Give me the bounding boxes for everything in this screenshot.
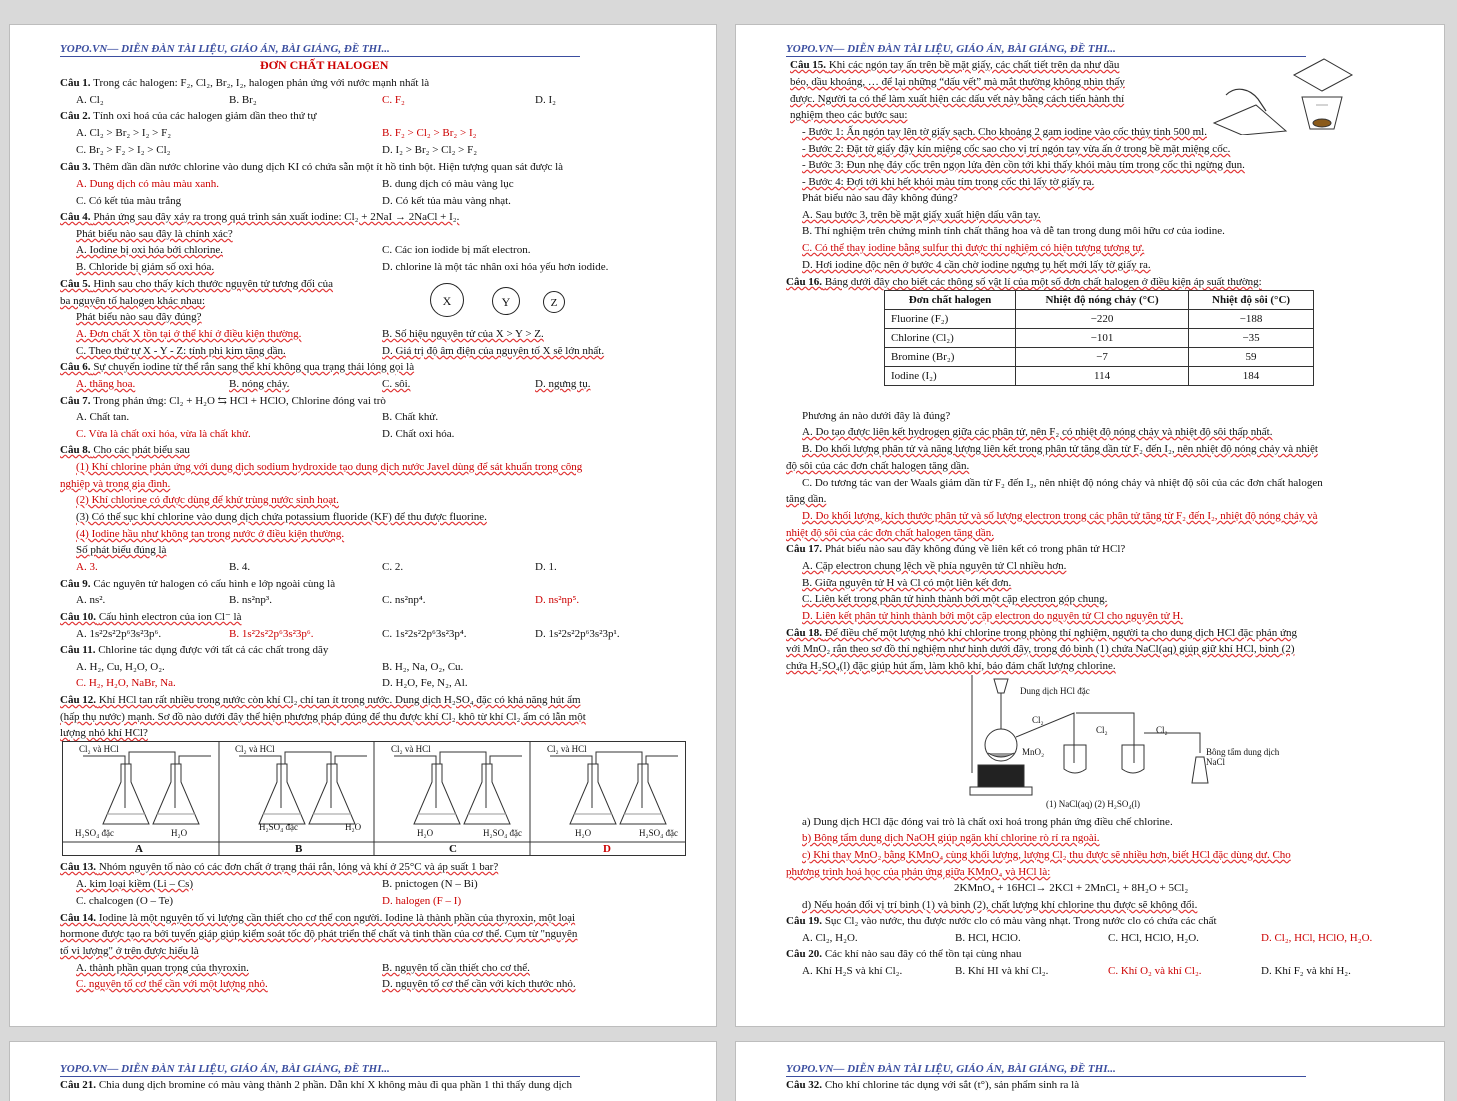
q1-opt-b[interactable]: B. Br₂ [229, 94, 257, 106]
q1-text: Câu 1. Trong các halogen: F₂, Cl₂, Br₂, I₂, halogen phản ứng với nước mạnh nhất là [60, 77, 430, 89]
q17-opt-b[interactable]: B. Giữa nguyên tử H và Cl có một liên kết đơn. [802, 577, 1012, 589]
q18-stmt-a[interactable]: a) Dung dịch HCl đặc đóng vai trò là chất oxi hoá trong phản ứng điều chế chlorine. [802, 816, 1173, 828]
q18-cotton-label: Bông tẩm dung dịch NaCl [1206, 747, 1280, 767]
q12-a-flask2-label: H₂O [171, 828, 188, 838]
q6-text: Câu 6. Sự chuyển iodine từ thể rắn sang thể khí không qua trạng thái lỏng gọi là [60, 361, 415, 373]
q19-opt-a[interactable]: A. Cl₂, H₂O. [802, 932, 858, 944]
q16-opt-c[interactable]: C. Do tương tác van der Waals giảm dần từ F₂ đến I₂, nên nhiệt độ nóng chảy và nhiệt độ sôi của các đơn chất halogen [802, 477, 1323, 489]
q15-opt-d[interactable]: D. Hơi iodine độc nên ở bước 4 cần chờ iodine ngưng tụ hết mới lấy tờ giấy ra. [802, 259, 1151, 271]
q7-opt-a[interactable]: A. Chất tan. [76, 411, 130, 423]
table-cell: −35 [1189, 329, 1314, 348]
q10-opt-a[interactable]: A. 1s²2s²2p⁶3s²3p⁶. [76, 628, 162, 640]
q8-s1: (1) Khí chlorine phản ứng với dung dịch sodium hydroxide tạo dung dịch nước Javel dùng để sát khuẩn trong công [76, 461, 583, 473]
q12-c-flask2-label: H₂SO₄ đặc [483, 828, 523, 838]
q12-b-inlet-label: Cl₂ và HCl [235, 744, 275, 754]
page-1 [9, 24, 717, 1027]
q18-text3: chứa H₂SO₄(l) đặc giúp hút ẩm, làm khô khí, bảo đảm chất lượng chlorine. [786, 660, 1116, 672]
q5-text: Câu 5. Hình sau cho thấy kích thước nguyên tử tương đối của [60, 278, 334, 290]
q14-opt-d[interactable]: D. nguyên tố cơ thể cần với kích thước nhỏ. [382, 978, 576, 990]
q6-opt-a[interactable]: A. thăng hoa. [76, 378, 136, 390]
q8-prompt: Số phát biểu đúng là [76, 544, 167, 556]
q12-opt-b[interactable]: B [295, 843, 303, 855]
q13-opt-c[interactable]: C. chalcogen (O – Te) [76, 895, 174, 907]
q12-d-inlet-label: Cl₂ và HCl [547, 744, 587, 754]
q19-opt-d[interactable]: D. Cl₂, HCl, HClO, H₂O. [1261, 932, 1373, 944]
q15-prompt: Phát biểu nào sau đây không đúng? [802, 192, 958, 204]
q8-opt-c[interactable]: C. 2. [382, 561, 404, 573]
table-cell: −101 [1016, 329, 1189, 348]
q18-cl2-label-3: Cl₂ [1156, 725, 1168, 735]
q3-text: Câu 3. Thêm dần dần nước chlorine vào dung dịch KI có chứa sẵn một ít hồ tinh bột. Hiện tượng quan sát được là [60, 161, 564, 173]
q18-bottle-labels: (1) NaCl(aq) (2) H₂SO₄(l) [1046, 799, 1140, 809]
q7-text: Câu 7. Trong phản ứng: Cl₂ + H₂O ⇆ HCl + HClO, Chlorine đóng vai trò [60, 395, 386, 407]
q3-opt-c[interactable]: C. Có kết tủa màu trắng [76, 195, 182, 207]
q13-opt-a[interactable]: A. kim loại kiềm (Li – Cs) [76, 878, 194, 890]
table-cell: −188 [1189, 310, 1314, 329]
q5-opt-b[interactable]: B. Số hiệu nguyên tử của X > Y > Z. [382, 328, 544, 340]
q5-opt-a[interactable]: A. Đơn chất X tồn tại ở thể khí ở điều kiện thường. [76, 328, 302, 340]
q5-opt-d[interactable]: D. Giá trị độ âm điện của nguyên tố X sẽ lớn nhất. [382, 345, 605, 357]
table-cell: Fluorine (F₂) [885, 310, 1016, 329]
q15-text3: được. Người ta có thể làm xuất hiện các dấu vết này bằng cách tiến hành thí [790, 93, 1125, 105]
table-row [885, 310, 1314, 329]
q9-opt-a[interactable]: A. ns². [76, 594, 106, 606]
q18-mno2-label: MnO₂ [1022, 747, 1045, 757]
q7-opt-d[interactable]: D. Chất oxi hóa. [382, 428, 455, 440]
table-row [885, 348, 1314, 367]
q12-a-inlet-label: Cl₂ và HCl [79, 744, 119, 754]
q15-opt-c[interactable]: C. Có thể thay iodine bằng sulfur thì được thí nghiệm có hiện tượng tương tự. [802, 242, 1145, 254]
q18-text2: với MnO₂ rắn theo sơ đồ thí nghiệm như hình dưới đây, trong đó bình (1) chứa NaCl(aq) giúp giữ khí HCl, bình (2) [786, 643, 1295, 655]
q2-opt-d[interactable]: D. I₂ > Br₂ > Cl₂ > F₂ [382, 144, 478, 156]
q7-opt-b[interactable]: B. Chất khử. [382, 411, 439, 423]
q12-opt-a[interactable]: A [135, 843, 143, 855]
q20-opt-d[interactable]: D. Khí F₂ và khí H₂. [1261, 965, 1351, 977]
q14-text2: hormone được tạo ra bởi tuyến giáp giúp kiểm soát tốc độ phát triển thể chất và tinh thần của cơ thể. Cụm từ "nguyên [60, 928, 578, 940]
q4-text: Câu 4. Phản ứng sau đây xảy ra trong quá trình sản xuất iodine: Cl₂ + 2NaI → 2NaCl + I₂. [60, 211, 460, 223]
q12-text: Câu 12. Khí HCl tan rất nhiều trong nước còn khí Cl₂ chỉ tan ít trong nước. Dung dịch H₂SO₄ đặc có khả năng hút ẩm [60, 694, 581, 706]
q10-text: Câu 10. Cấu hình electron của ion Cl⁻ là [60, 611, 242, 623]
q16-opt-d-cont: nhiệt độ sôi của các đơn chất halogen tăng dần. [786, 527, 995, 539]
q12-text3: lượng nhỏ khí HCl? [60, 727, 148, 739]
q13-opt-d[interactable]: D. halogen (F – I) [382, 895, 462, 907]
q7-opt-c[interactable]: C. Vừa là chất oxi hóa, vừa là chất khử. [76, 428, 251, 440]
page-header: YOPO.VN— DIỄN ĐÀN TÀI LIỆU, GIÁO ÁN, BÀI GIẢNG, ĐỀ THI... [60, 42, 580, 57]
q11-opt-a[interactable]: A. H₂, Cu, H₂O, O₂. [76, 661, 165, 673]
q19-text: Câu 19. Sục Cl₂ vào nước, thu được nước clo có màu vàng nhạt. Trong nước clo có chứa các chất [786, 915, 1217, 927]
q11-text: Câu 11. Chlorine tác dụng được với tất cả các chất trong dãy [60, 644, 329, 656]
atom-x: X [430, 283, 464, 317]
page-4 [735, 1041, 1445, 1101]
q5-opt-c[interactable]: C. Theo thứ tự X - Y - Z: tính phi kim tăng dần. [76, 345, 286, 357]
q20-opt-b[interactable]: B. Khí HI và khí Cl₂. [955, 965, 1049, 977]
q15-step2: - Bước 2: Đặt tờ giấy đậy kín miệng cốc sao cho vị trí ngón tay vừa ấn ở trong bề mặt miệng cốc. [802, 143, 1231, 155]
q16-opt-d[interactable]: D. Do khối lượng, kích thước phân tử và số lượng electron trong các phân tử tăng từ F₂ đến I₂, nhiệt độ nóng chảy và [802, 510, 1318, 522]
q8-text: Câu 8. Cho các phát biểu sau [60, 444, 190, 456]
q16-col-boiling: Nhiệt độ sôi (°C) [1189, 291, 1314, 310]
q12-c-inlet-label: Cl₂ và HCl [391, 744, 431, 754]
q17-opt-d[interactable]: D. Liên kết phân tử hình thành bởi một cặp electron do nguyên tử Cl cho nguyên tử H. [802, 610, 1184, 622]
q15-text: Câu 15. Khi các ngón tay ấn trên bề mặt giấy, các chất tiết trên da như dầu [790, 59, 1120, 71]
q11-opt-d[interactable]: D. H₂O, Fe, N₂, Al. [382, 677, 468, 689]
q14-opt-b[interactable]: B. nguyên tố cần thiết cho cơ thể. [382, 962, 530, 974]
q18-cl2-label-1: Cl₂ [1032, 715, 1044, 725]
q2-opt-c[interactable]: C. Br₂ > F₂ > I₂ > Cl₂ [76, 144, 171, 156]
q12-d-flask2-label: H₂SO₄ đặc [639, 828, 679, 838]
q15-opt-b[interactable]: B. Thí nghiệm trên chứng minh tính chất thăng hoa và dễ tan trong dung môi hữu cơ của iodine. [802, 225, 1225, 237]
q10-opt-b[interactable]: B. 1s²2s²2p⁶3s²3p⁶. [229, 628, 314, 640]
q17-text: Câu 17. Phát biểu nào sau đây không đúng về liên kết có trong phân tử HCl? [786, 543, 1126, 555]
atom-y: Y [492, 287, 520, 315]
q1-opt-d[interactable]: D. I₂ [535, 94, 556, 106]
q18-hcl-label: Dung dịch HCl đặc [1020, 686, 1090, 696]
q16-opt-b[interactable]: B. Do khối lượng phân tử và năng lượng liên kết trong phân tử tăng dần từ F₂ đến I₂, nên nhiệt độ nóng chảy và nhiệt [802, 443, 1318, 455]
q8-opt-b[interactable]: B. 4. [229, 561, 251, 573]
q18-text: Câu 18. Để điều chế một lượng nhỏ khí chlorine trong phòng thí nghiệm, người ta cho dung dịch HCl đặc phản ứng [786, 627, 1298, 639]
q21-text: Câu 21. Chia dung dịch bromine có màu vàng thành 2 phần. Dẫn khí X không màu đi qua phần 1 thì thấy dung dịch [60, 1079, 573, 1091]
q15-text4: nghiệm theo các bước sau: [790, 109, 908, 121]
q4-opt-c[interactable]: C. Các ion iodide bị mất electron. [382, 244, 531, 256]
q18-stmt-d[interactable]: d) Nếu hoán đổi vị trí bình (1) và bình (2), chất lượng khí chlorine thu được sẽ không đổi. [802, 899, 1198, 911]
q4-prompt: Phát biểu nào sau đây là chính xác? [76, 228, 233, 240]
q16-opt-c-cont: tăng dần. [786, 493, 827, 505]
q12-b-flask2-label: H₂O [345, 822, 362, 832]
q12-figure [62, 741, 686, 856]
q10-opt-c[interactable]: C. 1s²2s²2p⁶3s²3p⁴. [382, 628, 467, 640]
q12-c-flask1-label: H₂O [417, 828, 434, 838]
q1-opt-a[interactable]: A. Cl₂ [76, 94, 104, 106]
q16-col-substance: Đơn chất halogen [885, 291, 1016, 310]
q2-text: Câu 2. Tính oxi hoá của các halogen giảm dần theo thứ tự [60, 110, 317, 122]
q3-opt-b[interactable]: B. dung dịch có màu vàng lục [382, 178, 514, 190]
q4-opt-d[interactable]: D. chlorine là một tác nhân oxi hóa yếu hơn iodide. [382, 261, 609, 273]
q3-opt-a[interactable]: A. Dung dịch có màu màu xanh. [76, 178, 219, 190]
q16-table [884, 290, 1314, 386]
table-cell: 114 [1016, 367, 1189, 386]
doc-title: ĐƠN CHẤT HALOGEN [260, 58, 389, 72]
q11-opt-c[interactable]: C. H₂, H₂O, NaBr, Na. [76, 677, 176, 689]
table-cell: Iodine (I₂) [885, 367, 1016, 386]
q16-text: Câu 16. Bảng dưới đây cho biết các thông số vật lí của một số đơn chất halogen ở điều kiện áp suất thường: [786, 276, 1262, 288]
q14-opt-a[interactable]: A. thành phần quan trọng của thyroxin. [76, 962, 249, 974]
q18-stmt-b[interactable]: b) Bông tẩm dung dịch NaOH giúp ngăn khí chlorine rò rỉ ra ngoài. [802, 832, 1100, 844]
page-header: YOPO.VN— DIỄN ĐÀN TÀI LIỆU, GIÁO ÁN, BÀI GIẢNG, ĐỀ THI... [60, 1062, 580, 1077]
q14-opt-c[interactable]: C. nguyên tố cơ thể cần với một lượng nhỏ. [76, 978, 268, 990]
q10-opt-d[interactable]: D. 1s²2s²2p⁶3s²3p¹. [535, 628, 620, 640]
table-cell: −220 [1016, 310, 1189, 329]
q18-apparatus-drawing [964, 673, 1294, 813]
q5-text2: ba nguyên tố halogen khác nhau: [60, 295, 206, 307]
table-row [885, 367, 1314, 386]
table-row [885, 329, 1314, 348]
q20-opt-c[interactable]: C. Khí O₂ và khí Cl₂. [1108, 965, 1202, 977]
table-cell: −7 [1016, 348, 1189, 367]
q11-opt-b[interactable]: B. H₂, Na, O₂, Cu. [382, 661, 464, 673]
q12-a-flask1-label: H₂SO₄ đặc [75, 828, 115, 838]
q15-step3: - Bước 3: Đun nhẹ đáy cốc trên ngọn lửa đèn cồn tới khi thấy khói màu tím trong cốc thì ngừng đun. [802, 159, 1245, 171]
q8-s1b: nghiệp và trong gia đình. [60, 478, 171, 490]
q5-prompt: Phát biểu nào sau đây đúng? [76, 311, 202, 323]
q20-text: Câu 20. Các khí nào sau đây có thể tồn tại cùng nhau [786, 948, 1022, 960]
q16-prompt: Phương án nào dưới đây là đúng? [802, 410, 951, 422]
q3-opt-d[interactable]: D. Có kết tủa màu vàng nhạt. [382, 195, 511, 207]
q12-apparatus-drawing [63, 742, 685, 855]
q15-step4: - Bước 4: Đợi tới khi hết khói màu tím trong cốc thì lấy tờ giấy ra. [802, 176, 1095, 188]
q18-stmt-c[interactable]: c) Khi thay MnO₂ bằng KMnO₄ cùng khối lượng, lượng Cl₂ thu được sẽ nhiều hơn, biết HCl đặc dùng dư. Cho [802, 849, 1291, 861]
q8-s2: (2) Khí chlorine có được dùng để khử trùng nước sinh hoạt. [76, 494, 339, 506]
q16-col-melting: Nhiệt độ nóng chảy (°C) [1016, 291, 1189, 310]
q1-opt-c[interactable]: C. F₂ [382, 94, 405, 106]
q6-opt-c[interactable]: C. sôi. [382, 378, 411, 390]
q8-s3: (3) Có thể sục khí chlorine vào dung dịch chứa potassium fluoride (KF) để thu được fluorine. [76, 511, 487, 523]
q14-text: Câu 14. Iodine là một nguyên tố vi lượng cần thiết cho cơ thể con người. Iodine là thành phần của thyroxin, một loại [60, 912, 576, 924]
page-2 [735, 24, 1445, 1027]
q4-opt-b[interactable]: B. Chloride bị giảm số oxi hóa. [76, 261, 215, 273]
q12-text2: (hấp thụ nước) mạnh. Sơ đồ nào dưới đây thể hiện phương pháp đúng để thu được khí Cl₂ khô từ khí Cl₂ ẩm có lẫn một [60, 711, 586, 723]
q2-opt-b[interactable]: B. F₂ > Cl₂ > Br₂ > I₂ [382, 127, 477, 139]
q12-d-flask1-label: H₂O [575, 828, 592, 838]
q19-opt-c[interactable]: C. HCl, HClO, H₂O. [1108, 932, 1199, 944]
q14-text3: tố vi lượng" ở trên được hiểu là [60, 945, 199, 957]
q12-opt-d[interactable]: D [603, 843, 611, 855]
q9-text: Câu 9. Các nguyên tử halogen có cấu hình e lớp ngoài cùng là [60, 578, 336, 590]
q18-cl2-label-2: Cl₂ [1096, 725, 1108, 735]
q18-equation: 2KMnO₄ + 16HCl→ 2KCl + 2MnCl₂ + 8H₂O + 5Cl₂ [954, 882, 1189, 894]
q17-opt-a[interactable]: A. Cặp electron chung lệch về phía nguyên tử Cl nhiều hơn. [802, 560, 1067, 572]
q8-s4: (4) Iodine hầu như không tan trong nước ở điều kiện thường. [76, 528, 345, 540]
q8-opt-a[interactable]: A. 3. [76, 561, 98, 573]
q16-opt-b-cont: độ sôi của các đơn chất halogen tăng dần. [786, 460, 970, 472]
q2-opt-a[interactable]: A. Cl₂ > Br₂ > I₂ > F₂ [76, 127, 172, 139]
q15-text2: béo, dầu khoáng, … để lại những “dấu vết” mà mắt thường không nhìn thấy [790, 76, 1125, 88]
q12-b-flask1-label: H₂SO₄ đặc [259, 822, 299, 832]
table-cell: 184 [1189, 367, 1314, 386]
q19-opt-b[interactable]: B. HCl, HClO. [955, 932, 1021, 944]
q17-opt-c[interactable]: C. Liên kết trong phân tử hình thành bởi một cặp electron góp chung. [802, 593, 1108, 605]
q15-fingerprint-illustration [1206, 55, 1356, 135]
table-cell: Bromine (Br₂) [885, 348, 1016, 367]
q18-stmt-c-cont: phương trình hoá học của phản ứng giữa KMnO₄ và HCl là: [786, 866, 1051, 878]
page-header: YOPO.VN— DIỄN ĐÀN TÀI LIỆU, GIÁO ÁN, BÀI GIẢNG, ĐỀ THI... [786, 1062, 1306, 1077]
table-cell: 59 [1189, 348, 1314, 367]
q13-opt-b[interactable]: B. pnictogen (N – Bi) [382, 878, 478, 890]
q15-opt-a[interactable]: A. Sau bước 3, trên bề mặt giấy xuất hiện dấu vân tay. [802, 209, 1041, 221]
q6-opt-d[interactable]: D. ngưng tụ. [535, 378, 591, 390]
q9-opt-d[interactable]: D. ns²np⁵. [535, 594, 580, 606]
q20-opt-a[interactable]: A. Khí H₂S và khí Cl₂. [802, 965, 903, 977]
q32-text: Câu 32. Cho khí chlorine tác dụng với sắt (t°), sản phẩm sinh ra là [786, 1079, 1080, 1091]
q12-opt-c[interactable]: C [449, 843, 457, 855]
q16-opt-a[interactable]: A. Do tạo được liên kết hydrogen giữa các phân tử, nên F₂ có nhiệt độ nóng chảy và nhiệt độ sôi thấp nhất. [802, 426, 1273, 438]
table-cell: Chlorine (Cl₂) [885, 329, 1016, 348]
atom-z: Z [543, 291, 565, 313]
page-3 [9, 1041, 717, 1101]
q6-opt-b[interactable]: B. nóng chảy. [229, 378, 290, 390]
q9-opt-b[interactable]: B. ns²np³. [229, 594, 272, 606]
q9-opt-c[interactable]: C. ns²np⁴. [382, 594, 426, 606]
q13-text: Câu 13. Nhóm nguyên tố nào có các đơn chất ở trạng thái rắn, lỏng và khí ở 25°C và áp suất 1 bar? [60, 861, 499, 873]
q8-opt-d[interactable]: D. 1. [535, 561, 557, 573]
page-header: YOPO.VN— DIỄN ĐÀN TÀI LIỆU, GIÁO ÁN, BÀI GIẢNG, ĐỀ THI... [786, 42, 1306, 57]
q15-step1: - Bước 1: Ấn ngón tay lên tờ giấy sạch. Cho khoảng 2 gam iodine vào cốc thủy tinh 500 ml. [802, 126, 1207, 138]
q4-opt-a[interactable]: A. Iodine bị oxi hóa bởi chlorine. [76, 244, 223, 256]
